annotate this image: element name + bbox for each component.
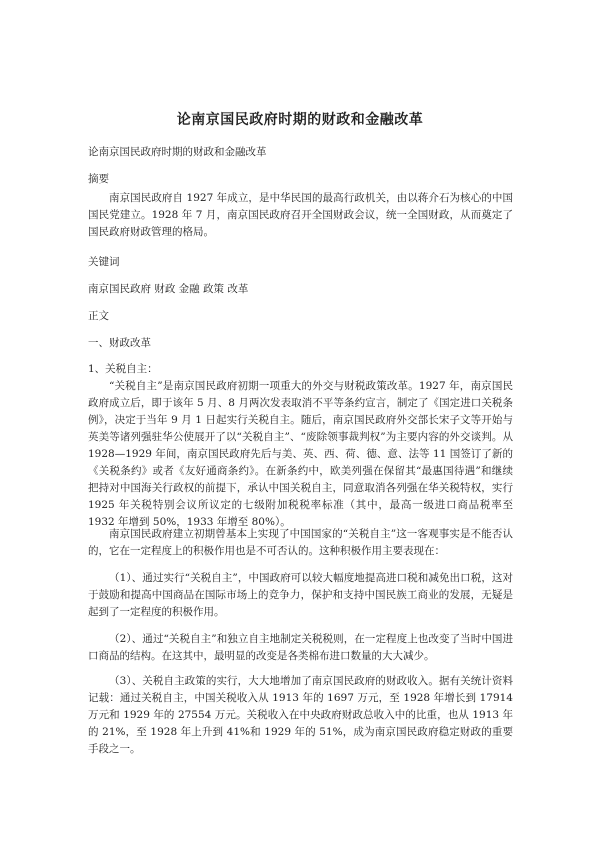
paragraph-tariff-autonomy: “关税自主”是南京国民政府初期一项重大的外交与财税政策改革。1927 年，南京国民政府成立后，即于该年 5 月、8 月两次发表取消不平等条约宣言，制定了《国定进口关税条例》，决定于当年 9 月 1 日起实行关税自主。随后，南京国民政府外交部长宋子文等开始与英美等诸列强驻华公使展开了以“关税自主”、“废除领事裁判权”为主要内容的外交谈判。从 1928—1929 年间，南京国民政府先后与美、英、西、荷、德、意、法等 11 国签订了新的《关税条约》或者《友好通商条约》。在新条约中，欧美列强在保留其“最惠国待遇”和继续把持对中国海关行政权的前提下，承认中国关税自主，同意取消各列强在华关税特权，实行 1925 年关税特别会议所议定的七级附加税税率标准（其中，最高一级进口商品税率至 1932 年增到 50%，1933 年增至 80%）。	[88, 380, 513, 528]
abstract-heading: 摘要	[88, 173, 109, 185]
abstract-paragraph: 南京国民政府自 1927 年成立，是中华民国的最高行政机关，由以蒋介石为核心的中国国民党建立。1928 年 7 月，南京国民政府召开全国财政会议，统一全国财政，从而奠定了国民政府财政管理的格局。	[88, 192, 513, 238]
document-subtitle: 论南京国民政府时期的财政和金融改革	[88, 146, 267, 158]
document-title: 论南京国民政府时期的财政和金融改革	[176, 112, 424, 128]
paragraph-effect-3: （3）、关税自主政策的实行，大大地增加了南京国民政府的财政收入。据有关统计资料记载：通过关税自主，中国关税收入从 1913 年的 1697 万元，至 1928 年增长到 17914 万元和 1929 年的 27554 万元。关税收入在中央政府财政总收入中的比重，也从 1913 年的 21%，至 1928 年上升到 41%和 1929 年的 51%，成为南京国民政府稳定财政的重要手段之一。	[88, 675, 513, 755]
body-heading: 正文	[88, 310, 109, 322]
keywords-list: 南京国民政府 财政 金融 政策 改革	[88, 283, 249, 295]
paragraph-effect-1: （1）、通过实行“关税自主”，中国政府可以较大幅度地提高进口税和减免出口税，这对于鼓励和提高中国商品在国际市场上的竞争力，保护和支持中国民族工商业的发展，无疑是起到了一定程度的积极作用。	[88, 572, 513, 618]
subsection-heading-tariff-autonomy: 1、关税自主：	[88, 363, 158, 375]
keywords-heading: 关键词	[88, 256, 120, 268]
section-heading-finance-reform: 一、财政改革	[88, 337, 151, 349]
paragraph-effect-2: （2）、通过“关税自主”和独立自主地制定关税税则，在一定程度上也改变了当时中国进口商品的结构。在这其中，最明显的改变是各类棉布进口数量的大大减少。	[88, 633, 513, 662]
paragraph-positive-effects: 南京国民政府建立初期曾基本上实现了中国国家的“关税自主”这一客观事实是不能否认的，它在一定程度上的积极作用也是不可否认的。这种积极作用主要表现在：	[88, 528, 513, 557]
